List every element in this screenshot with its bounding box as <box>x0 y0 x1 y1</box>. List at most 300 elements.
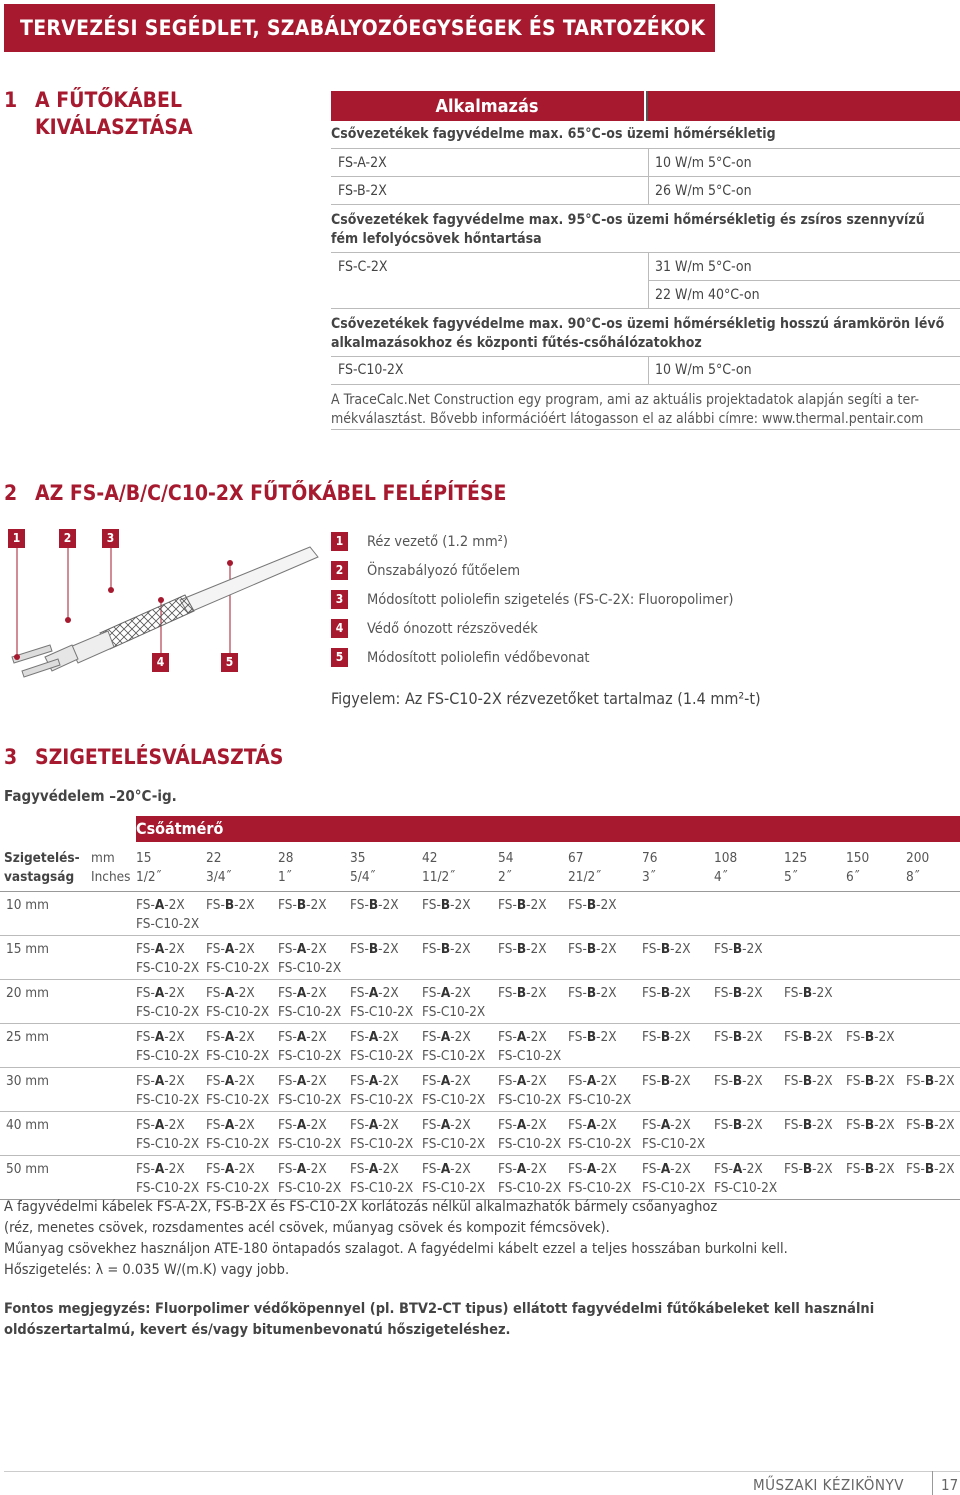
cable-c10: FS-C10-2X <box>350 1136 414 1152</box>
size-header-row <box>0 842 960 892</box>
cable-type <box>422 896 498 915</box>
cable-cell <box>642 1024 714 1068</box>
cable-suffix: -2X <box>670 1029 691 1045</box>
cable-type <box>642 984 714 1003</box>
cable-suffix: -2X <box>742 1117 763 1133</box>
cable-prefix: FS- <box>206 1029 225 1045</box>
pipe-mm: 67 <box>568 850 584 866</box>
cable-suffix: -2X <box>526 1117 547 1133</box>
cable-type <box>206 1028 278 1047</box>
legend-num-4: 4 <box>331 619 348 638</box>
cable-letter: B <box>586 1029 597 1045</box>
cable-letter: B <box>440 941 451 957</box>
cable-cell <box>206 1068 278 1112</box>
cable-letter: A <box>154 1161 165 1177</box>
cable-prefix: FS- <box>350 897 369 913</box>
cable-prefix: FS- <box>714 1029 733 1045</box>
cable-type <box>784 1116 846 1135</box>
cable-type <box>568 940 642 959</box>
cable-letter: B <box>368 941 379 957</box>
cable-suffix: -2X <box>596 897 617 913</box>
cable-suffix: -2X <box>378 1117 399 1133</box>
note-line1: A TraceCalc.Net Construction egy program, ami az aktuális projektadatok alapján segíti a ter- <box>331 392 920 408</box>
footer-book-title: MŰSZAKI KÉZIKÖNYV <box>753 1476 904 1494</box>
cable-suffix: -2X <box>670 941 691 957</box>
cable-type <box>350 1116 422 1135</box>
cable-cell <box>714 892 784 936</box>
important-line2: oldószertartalmú, kevert és/vagy bitumenbevonatú hőszigeteléshez. <box>4 1322 511 1338</box>
cable-prefix: FS- <box>136 897 155 913</box>
cable-prefix: FS- <box>906 1117 925 1133</box>
cable-letter: B <box>802 1117 813 1133</box>
cable-type <box>642 1072 714 1091</box>
cable-letter: B <box>732 1029 743 1045</box>
cable-cell <box>784 980 846 1024</box>
cable-letter: B <box>516 941 527 957</box>
cable-suffix: -2X <box>526 985 547 1001</box>
cable-prefix: FS- <box>422 1073 441 1089</box>
pipe-mm: 125 <box>784 850 808 866</box>
cable-suffix: -2X <box>874 1117 895 1133</box>
cable-cell <box>422 1112 498 1156</box>
cable-suffix: -2X <box>378 897 399 913</box>
diagram-label-4: 4 <box>152 653 169 672</box>
cable-type <box>642 1160 714 1179</box>
cable-suffix: -2X <box>596 1029 617 1045</box>
cable-suffix: -2X <box>450 897 471 913</box>
cable-cell <box>498 1112 568 1156</box>
cable-suffix: -2X <box>670 1117 691 1133</box>
cable-suffix: -2X <box>812 1029 833 1045</box>
cable-type <box>846 1028 906 1047</box>
section3-title: SZIGETELÉSVÁLASZTÁS <box>35 745 284 769</box>
cable-letter: A <box>368 985 379 1001</box>
cable-cell <box>136 936 206 980</box>
cable-cell <box>136 1024 206 1068</box>
cable-type <box>846 1072 906 1091</box>
pipe-size-col <box>568 842 642 892</box>
pipe-size-col <box>784 842 846 892</box>
cable-suffix: -2X <box>378 985 399 1001</box>
cable-name: FS-A-2X <box>338 155 387 171</box>
heating-cable-diagram <box>0 545 320 695</box>
cable-letter: A <box>154 897 165 913</box>
cable-letter: A <box>296 1073 307 1089</box>
legend-num-2: 2 <box>331 561 348 580</box>
cable-letter: A <box>586 1073 597 1089</box>
cable-suffix: -2X <box>164 985 185 1001</box>
cable-cell <box>498 1024 568 1068</box>
cable-type <box>714 1116 784 1135</box>
cable-cell <box>350 1156 422 1200</box>
pipe-inches: 4˝ <box>714 869 728 885</box>
cable-type <box>206 940 278 959</box>
cable-prefix: FS- <box>206 897 225 913</box>
cable-type <box>350 896 422 915</box>
section1-title-line2: KIVÁLASZTÁSA <box>35 115 193 139</box>
cable-prefix: FS- <box>846 1073 865 1089</box>
cable-type <box>136 1072 206 1091</box>
cable-suffix: -2X <box>378 1161 399 1177</box>
cable-cell <box>136 1112 206 1156</box>
cable-type <box>498 1028 568 1047</box>
paragraph-line4: Hőszigetelés: λ = 0.035 W/(m.K) vagy jobb. <box>4 1262 290 1278</box>
group2-title-line1: Csővezetékek fagyvédelme max. 95°C-os üzemi hőmérsékletig és zsíros szennyvízű <box>331 212 925 228</box>
cable-prefix: FS- <box>422 897 441 913</box>
legend-num-1: 1 <box>331 532 348 551</box>
cable-letter: B <box>802 1073 813 1089</box>
tracecalc-note <box>331 391 960 429</box>
cable-suffix: -2X <box>450 941 471 957</box>
thickness-cell: 10 mm <box>6 897 49 913</box>
pipe-inches: 6˝ <box>846 869 860 885</box>
pipe-size-col <box>422 842 498 892</box>
cable-prefix: FS- <box>206 985 225 1001</box>
cable-letter: A <box>440 1117 451 1133</box>
cable-suffix: -2X <box>306 985 327 1001</box>
thickness-cell: 40 mm <box>6 1117 49 1133</box>
cable-letter: B <box>660 1029 671 1045</box>
cable-prefix: FS- <box>278 1161 297 1177</box>
cable-type <box>350 984 422 1003</box>
thickness-cell: 30 mm <box>6 1073 49 1089</box>
cable-type <box>498 1072 568 1091</box>
cable-name: FS-C-2X <box>338 259 388 275</box>
diagram-label-3: 3 <box>102 529 119 548</box>
cable-letter: A <box>368 1117 379 1133</box>
section3-number: 3 <box>4 745 18 769</box>
pipe-header: Csőátmérő <box>136 816 960 842</box>
pipe-mm: 54 <box>498 850 514 866</box>
section2-number: 2 <box>4 481 18 505</box>
cable-cell <box>846 1112 906 1156</box>
cable-type <box>906 1072 960 1091</box>
cable-c10: FS-C10-2X <box>136 1180 200 1196</box>
cable-cell <box>278 892 350 936</box>
cable-cell <box>568 1024 642 1068</box>
group2-title <box>331 211 960 249</box>
cable-suffix: -2X <box>234 1029 255 1045</box>
cable-letter: A <box>586 1117 597 1133</box>
cable-cell <box>350 892 422 936</box>
cable-cell <box>714 1156 784 1200</box>
cable-suffix: -2X <box>934 1073 955 1089</box>
cable-prefix: FS- <box>498 1029 517 1045</box>
cable-c10: FS-C10-2X <box>568 1092 632 1108</box>
cable-prefix: FS- <box>568 1073 587 1089</box>
application-header-label: Alkalmazás <box>435 96 539 117</box>
cable-cell <box>278 980 350 1024</box>
cable-type <box>568 1160 642 1179</box>
cable-suffix: -2X <box>378 1029 399 1045</box>
cable-c10: FS-C10-2X <box>206 1048 270 1064</box>
cable-type <box>568 984 642 1003</box>
cable-letter: B <box>368 897 379 913</box>
cable-letter: A <box>296 941 307 957</box>
cable-cell <box>278 1024 350 1068</box>
cable-prefix: FS- <box>136 1161 155 1177</box>
cable-suffix: -2X <box>234 1117 255 1133</box>
cable-cell <box>642 1068 714 1112</box>
table-row <box>0 1024 960 1068</box>
cable-letter: A <box>440 1161 451 1177</box>
cable-suffix: -2X <box>596 1117 617 1133</box>
pipe-inches: 5˝ <box>784 869 798 885</box>
cable-cell <box>422 892 498 936</box>
cable-cell <box>498 1068 568 1112</box>
cable-letter: A <box>368 1161 379 1177</box>
cable-c10: FS-C10-2X <box>136 1092 200 1108</box>
cable-prefix: FS- <box>278 1029 297 1045</box>
cable-prefix: FS- <box>714 1073 733 1089</box>
cable-type <box>498 896 568 915</box>
cable-letter: B <box>586 897 597 913</box>
cable-prefix: FS- <box>136 941 155 957</box>
cable-type <box>136 1028 206 1047</box>
cable-type <box>906 1116 960 1135</box>
cable-suffix: -2X <box>164 1029 185 1045</box>
warning-note: Figyelem: Az FS-C10-2X rézvezetőket tartalmaz (1.4 mm²-t) <box>331 689 761 708</box>
cable-letter: A <box>154 1117 165 1133</box>
cable-cell <box>278 936 350 980</box>
cable-prefix: FS- <box>422 985 441 1001</box>
cable-power: 31 W/m 5°C-on <box>655 259 752 275</box>
cable-type <box>714 940 784 959</box>
cable-type <box>350 1072 422 1091</box>
cable-letter: A <box>224 985 235 1001</box>
cable-type <box>568 1028 642 1047</box>
cable-suffix: -2X <box>306 897 327 913</box>
group3-title <box>331 315 960 353</box>
cable-type <box>714 1072 784 1091</box>
header-blank <box>0 816 136 842</box>
pipe-inches: 21/2˝ <box>568 869 602 885</box>
cable-suffix: -2X <box>596 1073 617 1089</box>
table-row <box>0 980 960 1024</box>
cable-prefix: FS- <box>422 1117 441 1133</box>
row-header <box>0 842 91 892</box>
cable-cell <box>568 1112 642 1156</box>
cable-cell <box>350 1024 422 1068</box>
cable-cell <box>206 892 278 936</box>
cable-type <box>136 940 206 959</box>
cable-suffix: -2X <box>526 1161 547 1177</box>
cable-letter: B <box>732 1117 743 1133</box>
cable-letter: A <box>660 1161 671 1177</box>
pipe-mm: 76 <box>642 850 658 866</box>
cable-prefix: FS- <box>846 1161 865 1177</box>
cable-letter: A <box>224 1073 235 1089</box>
pipe-size-col <box>846 842 906 892</box>
cable-suffix: -2X <box>934 1161 955 1177</box>
cable-type <box>498 1116 568 1135</box>
cable-c10: FS-C10-2X <box>206 1004 270 1020</box>
pipe-mm: 22 <box>206 850 222 866</box>
cable-prefix: FS- <box>350 1117 369 1133</box>
cable-letter: A <box>224 1161 235 1177</box>
cable-cell <box>278 1156 350 1200</box>
cable-cell <box>206 1024 278 1068</box>
cable-cell <box>906 1068 960 1112</box>
cable-cell <box>206 980 278 1024</box>
cable-cell <box>206 1156 278 1200</box>
cable-prefix: FS- <box>642 1161 661 1177</box>
cable-c10: FS-C10-2X <box>278 960 342 976</box>
cable-type <box>136 896 206 915</box>
cable-name: FS-C10-2X <box>338 362 404 378</box>
cable-prefix: FS- <box>278 897 297 913</box>
cable-letter: A <box>516 1161 527 1177</box>
cable-type <box>714 984 784 1003</box>
section1-number: 1 <box>4 88 18 112</box>
cable-suffix: -2X <box>234 897 255 913</box>
cable-letter: B <box>924 1117 935 1133</box>
cable-c10: FS-C10-2X <box>206 1136 270 1152</box>
cable-suffix: -2X <box>670 1073 691 1089</box>
cable-cell <box>784 936 846 980</box>
cable-prefix: FS- <box>784 1161 803 1177</box>
cable-cell <box>846 980 906 1024</box>
cable-type <box>784 984 846 1003</box>
cable-suffix: -2X <box>742 941 763 957</box>
cable-cell <box>422 980 498 1024</box>
cable-suffix: -2X <box>812 1073 833 1089</box>
cable-prefix: FS- <box>642 985 661 1001</box>
note-line2: mékválasztást. Bővebb információért látogasson el az alábbi címre: www.thermal.pentair.com <box>331 411 924 427</box>
cable-suffix: -2X <box>812 1161 833 1177</box>
cable-type <box>784 1072 846 1091</box>
cable-c10: FS-C10-2X <box>642 1136 706 1152</box>
cable-type <box>422 940 498 959</box>
cable-letter: B <box>802 985 813 1001</box>
cable-cell <box>422 1156 498 1200</box>
cable-c10: FS-C10-2X <box>136 1004 200 1020</box>
cable-suffix: -2X <box>164 897 185 913</box>
cable-suffix: -2X <box>874 1073 895 1089</box>
section1-title-line1: A FŰTŐKÁBEL <box>35 88 182 112</box>
cable-c10: FS-C10-2X <box>278 1048 342 1064</box>
pipe-size-col <box>642 842 714 892</box>
cable-prefix: FS- <box>714 1117 733 1133</box>
cable-c10: FS-C10-2X <box>136 1048 200 1064</box>
important-note <box>4 1299 874 1341</box>
cable-prefix: FS- <box>714 1161 733 1177</box>
cable-c10: FS-C10-2X <box>422 1136 486 1152</box>
cable-type <box>906 1160 960 1179</box>
cable-c10: FS-C10-2X <box>498 1048 562 1064</box>
cable-prefix: FS- <box>206 1117 225 1133</box>
cable-cell <box>784 892 846 936</box>
cable-letter: A <box>440 1029 451 1045</box>
pipe-inches: 2˝ <box>498 869 512 885</box>
cable-type <box>206 1072 278 1091</box>
table-row <box>0 1156 960 1200</box>
cable-suffix: -2X <box>378 941 399 957</box>
cable-prefix: FS- <box>784 1029 803 1045</box>
cable-type <box>350 1160 422 1179</box>
cable-prefix: FS- <box>278 1073 297 1089</box>
cable-cell <box>350 1112 422 1156</box>
cable-c10: FS-C10-2X <box>498 1092 562 1108</box>
cable-prefix: FS- <box>350 941 369 957</box>
pipe-size-col <box>136 842 206 892</box>
table-row <box>0 892 960 936</box>
cable-type <box>206 984 278 1003</box>
cable-cell <box>642 1112 714 1156</box>
row-header-line1: Szigetelés- <box>4 850 80 866</box>
cable-letter: A <box>368 1073 379 1089</box>
cable-letter: A <box>224 1029 235 1045</box>
cable-prefix: FS- <box>498 985 517 1001</box>
cable-cell <box>906 892 960 936</box>
group1-title: Csővezetékek fagyvédelme max. 65°C-os üzemi hőmérsékletig <box>331 126 776 142</box>
cable-letter: A <box>224 1117 235 1133</box>
cable-type <box>498 940 568 959</box>
cable-letter: B <box>516 985 527 1001</box>
cable-cell <box>906 1024 960 1068</box>
cable-prefix: FS- <box>278 1117 297 1133</box>
cable-suffix: -2X <box>526 1029 547 1045</box>
pipe-mm: 150 <box>846 850 870 866</box>
cable-letter: A <box>368 1029 379 1045</box>
cable-letter: B <box>864 1161 875 1177</box>
pipe-mm: 108 <box>714 850 738 866</box>
cable-type <box>136 1116 206 1135</box>
cable-letter: B <box>732 941 743 957</box>
cable-cell <box>642 1156 714 1200</box>
cable-c10: FS-C10-2X <box>278 1004 342 1020</box>
thickness-cell: 20 mm <box>6 985 49 1001</box>
cable-type <box>714 1160 784 1179</box>
legend-text-2: Önszabályozó fűtőelem <box>367 563 521 579</box>
cable-suffix: -2X <box>812 985 833 1001</box>
thickness-cell: 25 mm <box>6 1029 49 1045</box>
cable-type <box>568 896 642 915</box>
cable-cell <box>714 980 784 1024</box>
cable-letter: A <box>732 1161 743 1177</box>
cable-letter: A <box>516 1073 527 1089</box>
cable-type <box>278 1072 350 1091</box>
paragraph-line1: A fagyvédelmi kábelek FS-A-2X, FS-B-2X és FS-C10-2X korlátozás nélkül alkalmazhatók bármely csőanyaghoz <box>4 1199 718 1215</box>
cable-prefix: FS- <box>642 1073 661 1089</box>
cable-prefix: FS- <box>784 1073 803 1089</box>
cable-cell <box>350 1068 422 1112</box>
cable-suffix: -2X <box>450 1029 471 1045</box>
cable-cell <box>568 980 642 1024</box>
cable-letter: B <box>440 897 451 913</box>
cable-letter: A <box>296 985 307 1001</box>
cable-letter: B <box>732 1073 743 1089</box>
cable-c10: FS-C10-2X <box>498 1136 562 1152</box>
pipe-inches: 1/2˝ <box>136 869 162 885</box>
cable-c10: FS-C10-2X <box>422 1048 486 1064</box>
cable-c10: FS-C10-2X <box>278 1092 342 1108</box>
cable-cell <box>136 892 206 936</box>
cable-cell <box>278 1112 350 1156</box>
cable-letter: A <box>154 941 165 957</box>
cable-type <box>846 1116 906 1135</box>
paragraph-line2: (réz, menetes csövek, rozsdamentes acél csövek, műanyag csövek és kompozit fémcsövek). <box>4 1220 610 1236</box>
cable-prefix: FS- <box>498 897 517 913</box>
cable-cell <box>846 1068 906 1112</box>
cable-suffix: -2X <box>742 1029 763 1045</box>
cable-suffix: -2X <box>596 941 617 957</box>
cable-suffix: -2X <box>164 1117 185 1133</box>
cable-prefix: FS- <box>568 1161 587 1177</box>
cable-suffix: -2X <box>526 941 547 957</box>
cable-c10: FS-C10-2X <box>206 1180 270 1196</box>
cable-prefix: FS- <box>350 1073 369 1089</box>
